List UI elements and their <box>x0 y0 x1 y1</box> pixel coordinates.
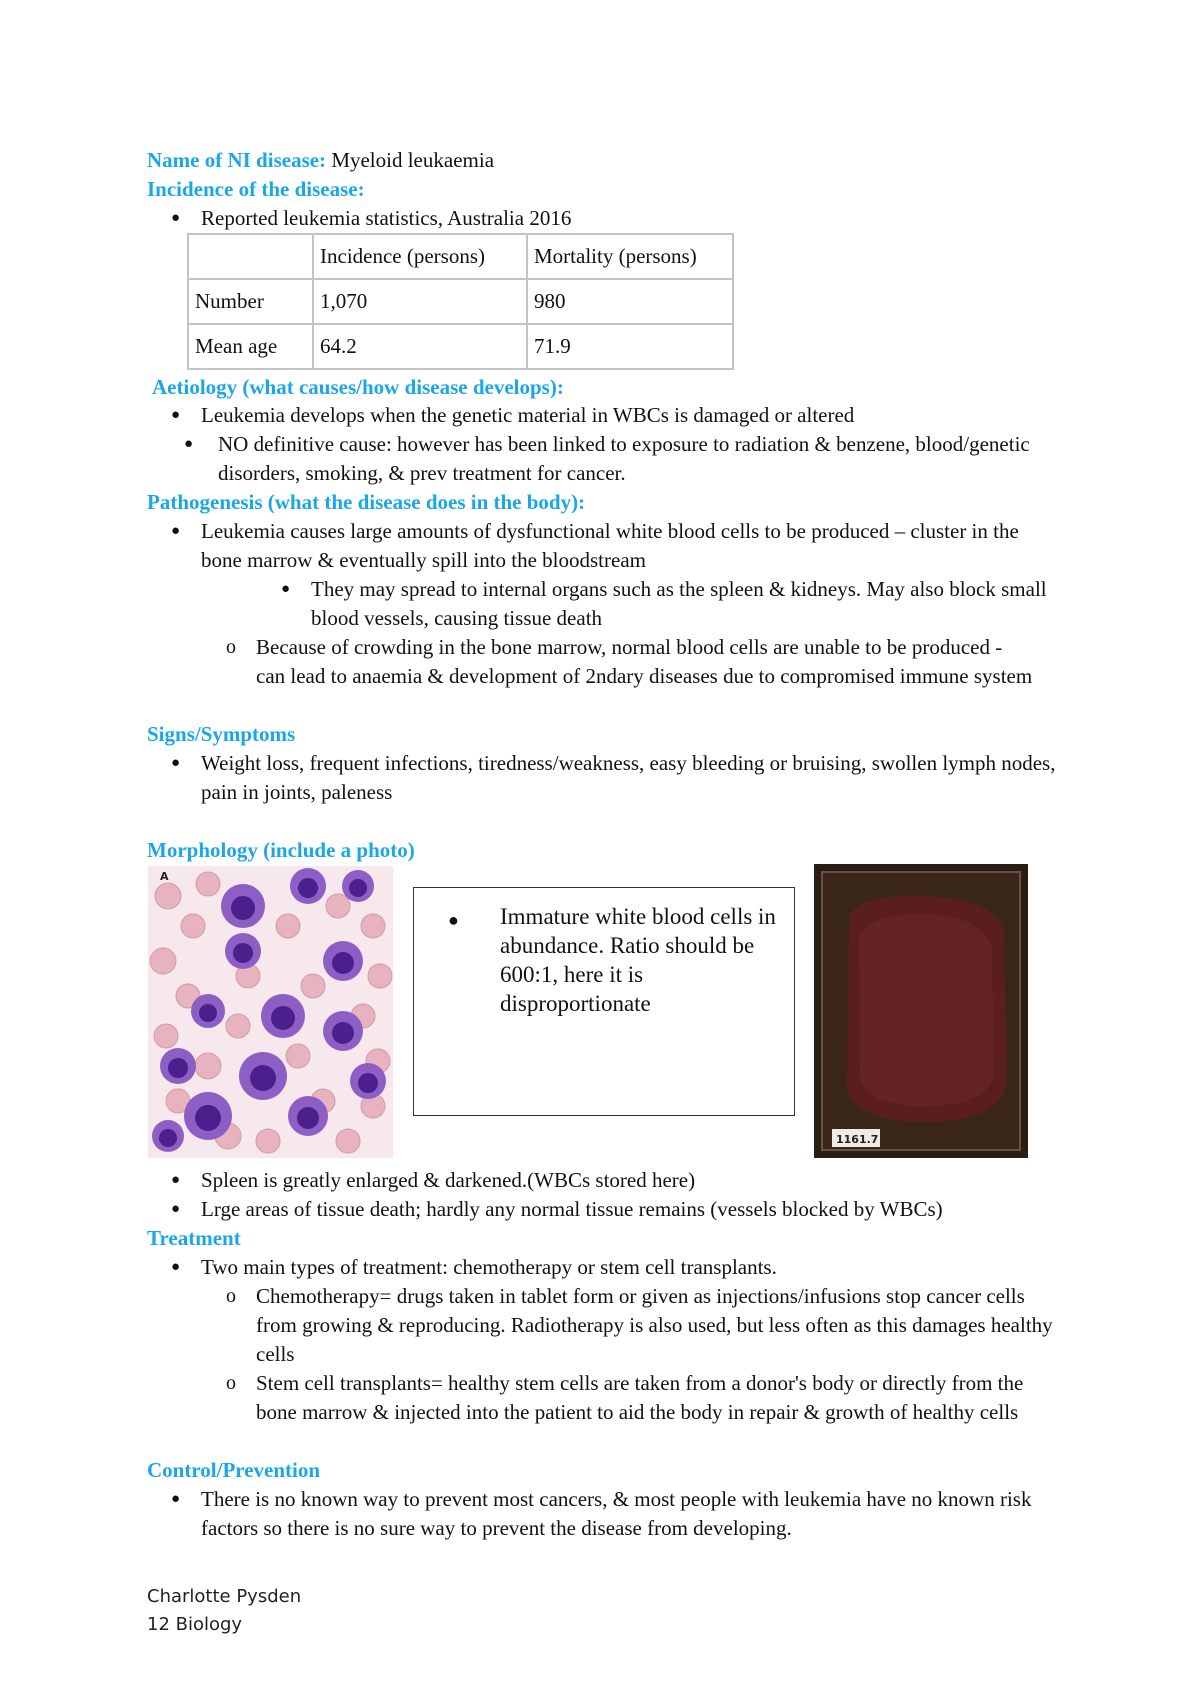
circle-bullet-icon: o <box>226 636 236 658</box>
bullet-icon: ● <box>171 523 181 539</box>
morphology-bullet-text: Lrge areas of tissue death; hardly any normal tissue remains (vessels blocked by WBCs) <box>201 1197 943 1221</box>
treatment-bullet-text: Two main types of treatment: chemotherapy or stem cell transplants. <box>201 1255 777 1279</box>
circle-bullet-icon: o <box>226 1372 236 1394</box>
pathogenesis-o-bullet-text: Because of crowding in the bone marrow, normal blood cells are unable to be produced - can lead to anaemia & development of 2ndary diseases due to compromised immune system <box>256 635 1033 688</box>
micrograph-label: A <box>160 870 169 883</box>
signs-bullet-text: Weight loss, frequent infections, tiredness/weakness, easy bleeding or bruising, swollen lymph nodes, pain in joints, paleness <box>201 751 1056 804</box>
statistics-table <box>187 233 734 370</box>
footer-course: 12 Biology <box>147 1614 243 1635</box>
incidence-bullet-text: Reported leukemia statistics, Australia 2016 <box>201 206 572 230</box>
treatment-o-bullet-text: Stem cell transplants= healthy stem cells are taken from a donor's body or directly from the bone marrow & injected into the patient to aid the body in repair & growth of healthy cells <box>256 1371 1024 1424</box>
table-cell: 71.9 <box>527 324 733 369</box>
pathogenesis-bullet <box>171 517 1041 575</box>
morphology-bullet-text: Spleen is greatly enlarged & darkened.(WBCs stored here) <box>201 1168 696 1192</box>
table-cell: 980 <box>527 279 733 324</box>
bullet-icon: ● <box>171 1259 181 1275</box>
table-cell: 1,070 <box>313 279 527 324</box>
footer-author: Charlotte Pysden <box>147 1586 302 1607</box>
bullet-icon: ● <box>171 1491 181 1507</box>
aetiology-bullet <box>171 401 1081 430</box>
treatment-o-bullet-text: Chemotherapy= drugs taken in tablet form or given as injections/infusions stop cancer cells from growing & reproducing. Radiotherapy is also used, but less often as this damages healthy cells <box>256 1284 1053 1366</box>
table-header-cell <box>188 234 313 279</box>
pathogenesis-sub-bullet <box>281 575 1071 633</box>
table-cell: Number <box>188 279 313 324</box>
pathogenesis-heading: Pathogenesis (what the disease does in the body): <box>147 490 586 514</box>
incidence-heading: Incidence of the disease: <box>147 177 365 201</box>
table-cell: Mean age <box>188 324 313 369</box>
morphology-heading: Morphology (include a photo) <box>147 838 415 862</box>
control-bullet <box>171 1485 1071 1543</box>
pathogenesis-bullet-text: Leukemia causes large amounts of dysfunctional white blood cells to be produced – cluster in the bone marrow & eventually spill into the bloodstream <box>201 519 1019 572</box>
bullet-icon: ● <box>281 581 291 597</box>
morphology-box-text: Immature white blood cells in abundance. Ratio should be 600:1, here it is disproportionate <box>500 904 776 1016</box>
table-cell: 64.2 <box>313 324 527 369</box>
morphology-bullet <box>171 1195 1101 1224</box>
treatment-bullet <box>171 1253 1081 1282</box>
table-header-row <box>188 234 733 279</box>
blood-smear-image <box>148 866 393 1158</box>
aetiology-heading: Aetiology (what causes/how disease develops): <box>152 375 564 399</box>
disease-name-value: Myeloid leukaemia <box>331 148 495 172</box>
pathogenesis-sub-bullet-text: They may spread to internal organs such as the spleen & kidneys. May also block small blood vessels, causing tissue death <box>311 577 1047 630</box>
circle-bullet-icon: o <box>226 1285 236 1307</box>
bullet-icon: ● <box>171 407 181 423</box>
spleen-specimen-photo <box>814 864 1028 1158</box>
table-header-cell: Incidence (persons) <box>313 234 527 279</box>
incidence-bullet <box>171 204 1101 233</box>
control-bullet-text: There is no known way to prevent most cancers, & most people with leukemia have no known risk factors so there is no sure way to prevent the disease from developing. <box>201 1487 1032 1540</box>
control-heading: Control/Prevention <box>147 1458 321 1482</box>
morphology-bullet <box>171 1166 1081 1195</box>
disease-name-label: Name of NI disease: <box>147 148 327 172</box>
blood-smear-micrograph <box>148 866 393 1158</box>
pathogenesis-o-bullet <box>226 633 1036 691</box>
signs-bullet <box>171 749 1081 807</box>
signs-heading: Signs/Symptoms <box>147 722 296 746</box>
specimen-label: 1161.7 <box>836 1133 879 1146</box>
disease-name-line <box>147 146 494 175</box>
aetiology-sub-bullet <box>184 430 1048 488</box>
table-row <box>188 324 733 369</box>
bullet-icon: ● <box>171 1172 181 1188</box>
treatment-o-bullet <box>226 1282 1066 1369</box>
table-row <box>188 279 733 324</box>
morphology-text-box <box>413 887 795 1116</box>
bullet-icon: ● <box>171 755 181 771</box>
aetiology-bullet-text: Leukemia develops when the genetic material in WBCs is damaged or altered <box>201 403 855 427</box>
aetiology-sub-bullet-text: NO definitive cause: however has been linked to exposure to radiation & benzene, blood/genetic disorders, smoking, & prev treatment for cancer. <box>218 432 1030 485</box>
treatment-o-bullet <box>226 1369 1066 1427</box>
bullet-icon: ● <box>171 1201 181 1217</box>
bullet-icon: ● <box>171 210 181 226</box>
table-header-cell: Mortality (persons) <box>527 234 733 279</box>
treatment-heading: Treatment <box>147 1226 241 1250</box>
spleen-specimen-image <box>814 864 1028 1158</box>
bullet-icon: ● <box>184 436 194 452</box>
bullet-icon: ● <box>448 910 459 930</box>
